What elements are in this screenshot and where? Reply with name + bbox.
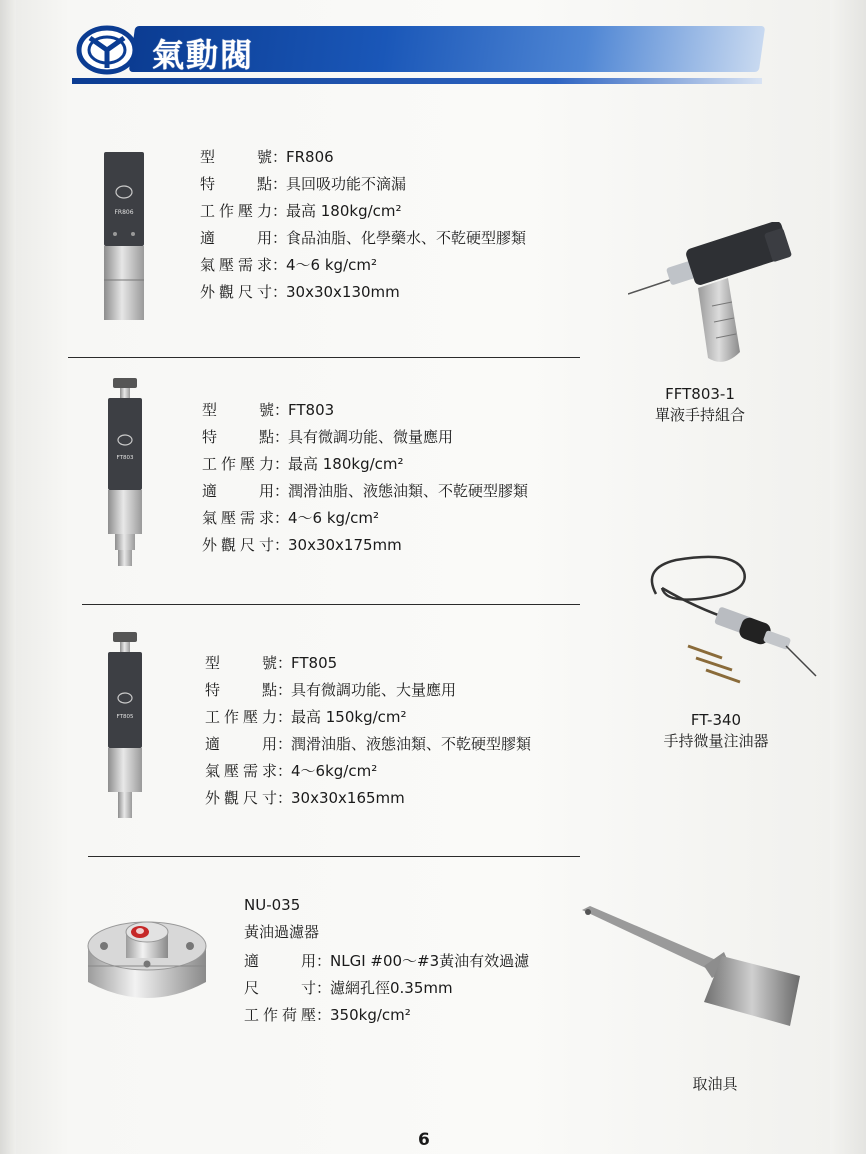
- spec-row-size: 外觀尺寸 ： 30x30x165mm: [205, 789, 405, 807]
- scoop-caption: 取油具: [692, 1075, 738, 1093]
- spec-row-pressure: 工作壓力 ： 最高 180kg/cm²: [200, 202, 402, 220]
- fr806-spec-list: [200, 144, 526, 306]
- spec-row-size: 外觀尺寸 ： 30x30x175mm: [202, 536, 402, 554]
- ft803-spec-list: [202, 397, 528, 559]
- spec-row-size: 尺寸 ： 濾網孔徑0.35mm: [244, 979, 453, 997]
- section-divider: [88, 856, 580, 857]
- spec-row-air: 氣壓需求 ： 4～6 kg/cm²: [200, 256, 377, 274]
- nu035-model: NU-035: [244, 896, 301, 914]
- fft803-handheld-image: [628, 222, 792, 374]
- spec-row-size: 外觀尺寸 ： 30x30x130mm: [200, 283, 400, 301]
- ft340-model: FT-340: [690, 711, 742, 729]
- spec-row-feature: 特點 ： 具有微調功能、微量應用: [202, 428, 454, 446]
- fft803-name: 單液手持組合: [654, 406, 745, 424]
- fft803-caption: [640, 384, 760, 426]
- spec-row-pressure: 工作壓力 ： 最高 180kg/cm²: [202, 455, 404, 473]
- ft805-model: FT805: [291, 654, 338, 672]
- ft803-valve-image: [104, 378, 146, 570]
- spec-row-pressure: 工作荷壓 ： 350kg/cm²: [244, 1006, 411, 1024]
- ft805-valve-image: [104, 632, 146, 822]
- ft803-image-label: FT803: [116, 455, 134, 461]
- spec-row-application: 適用 ： 潤滑油脂、液態油類、不乾硬型膠類: [205, 735, 532, 753]
- spec-row-feature: 特點 ： 具有微調功能、大量應用: [205, 681, 457, 699]
- nu035-spec-list: [244, 948, 529, 1029]
- ft805-image-label: FT805: [116, 714, 134, 720]
- fr806-model: FR806: [286, 148, 334, 166]
- page-edge-right: [830, 0, 866, 1154]
- spec-row-application: 適用 ： NLGI #00～#3黃油有效過濾: [244, 952, 530, 970]
- page-number: 6: [418, 1130, 430, 1150]
- fr806-valve-image: [103, 152, 145, 320]
- spec-row-model: 型號 ： FT805: [205, 650, 531, 677]
- banner-underline: [72, 78, 762, 84]
- spec-row-pressure: 工作壓力 ： 最高 150kg/cm²: [205, 708, 407, 726]
- spec-row-application: 適用 ： 潤滑油脂、液態油類、不乾硬型膠類: [202, 482, 529, 500]
- ft340-name: 手持微量注油器: [663, 732, 769, 750]
- spec-row-air: 氣壓需求 ： 4～6kg/cm²: [205, 762, 378, 780]
- spec-row-model: 型號 ： FT803: [202, 397, 528, 424]
- section-divider: [68, 357, 580, 358]
- header-banner: [72, 18, 762, 80]
- ft340-oiler-image: [636, 548, 822, 688]
- ft803-model: FT803: [288, 401, 335, 419]
- grease-filter-image: [86, 910, 208, 1010]
- spec-row-model: 型號 ： FR806: [200, 144, 526, 171]
- spec-row-application: 適用 ： 食品油脂、化學藥水、不乾硬型膠類: [200, 229, 527, 247]
- section-divider: [82, 604, 580, 605]
- ft805-spec-list: [205, 650, 531, 812]
- oil-scoop-image: [578, 906, 804, 1026]
- spec-row-air: 氣壓需求 ： 4～6 kg/cm²: [202, 509, 379, 527]
- fft803-model: FFT803-1: [665, 385, 735, 403]
- brand-logo-icon: [76, 24, 138, 76]
- nu035-name: 黃油過濾器: [244, 923, 320, 941]
- spec-row-feature: 特點 ： 具回吸功能不滴漏: [200, 175, 407, 193]
- page-edge-left: [0, 0, 16, 1154]
- ft340-caption: [646, 710, 786, 752]
- page-title: 氣動閥: [152, 36, 255, 74]
- fr806-image-label: FR806: [114, 209, 134, 216]
